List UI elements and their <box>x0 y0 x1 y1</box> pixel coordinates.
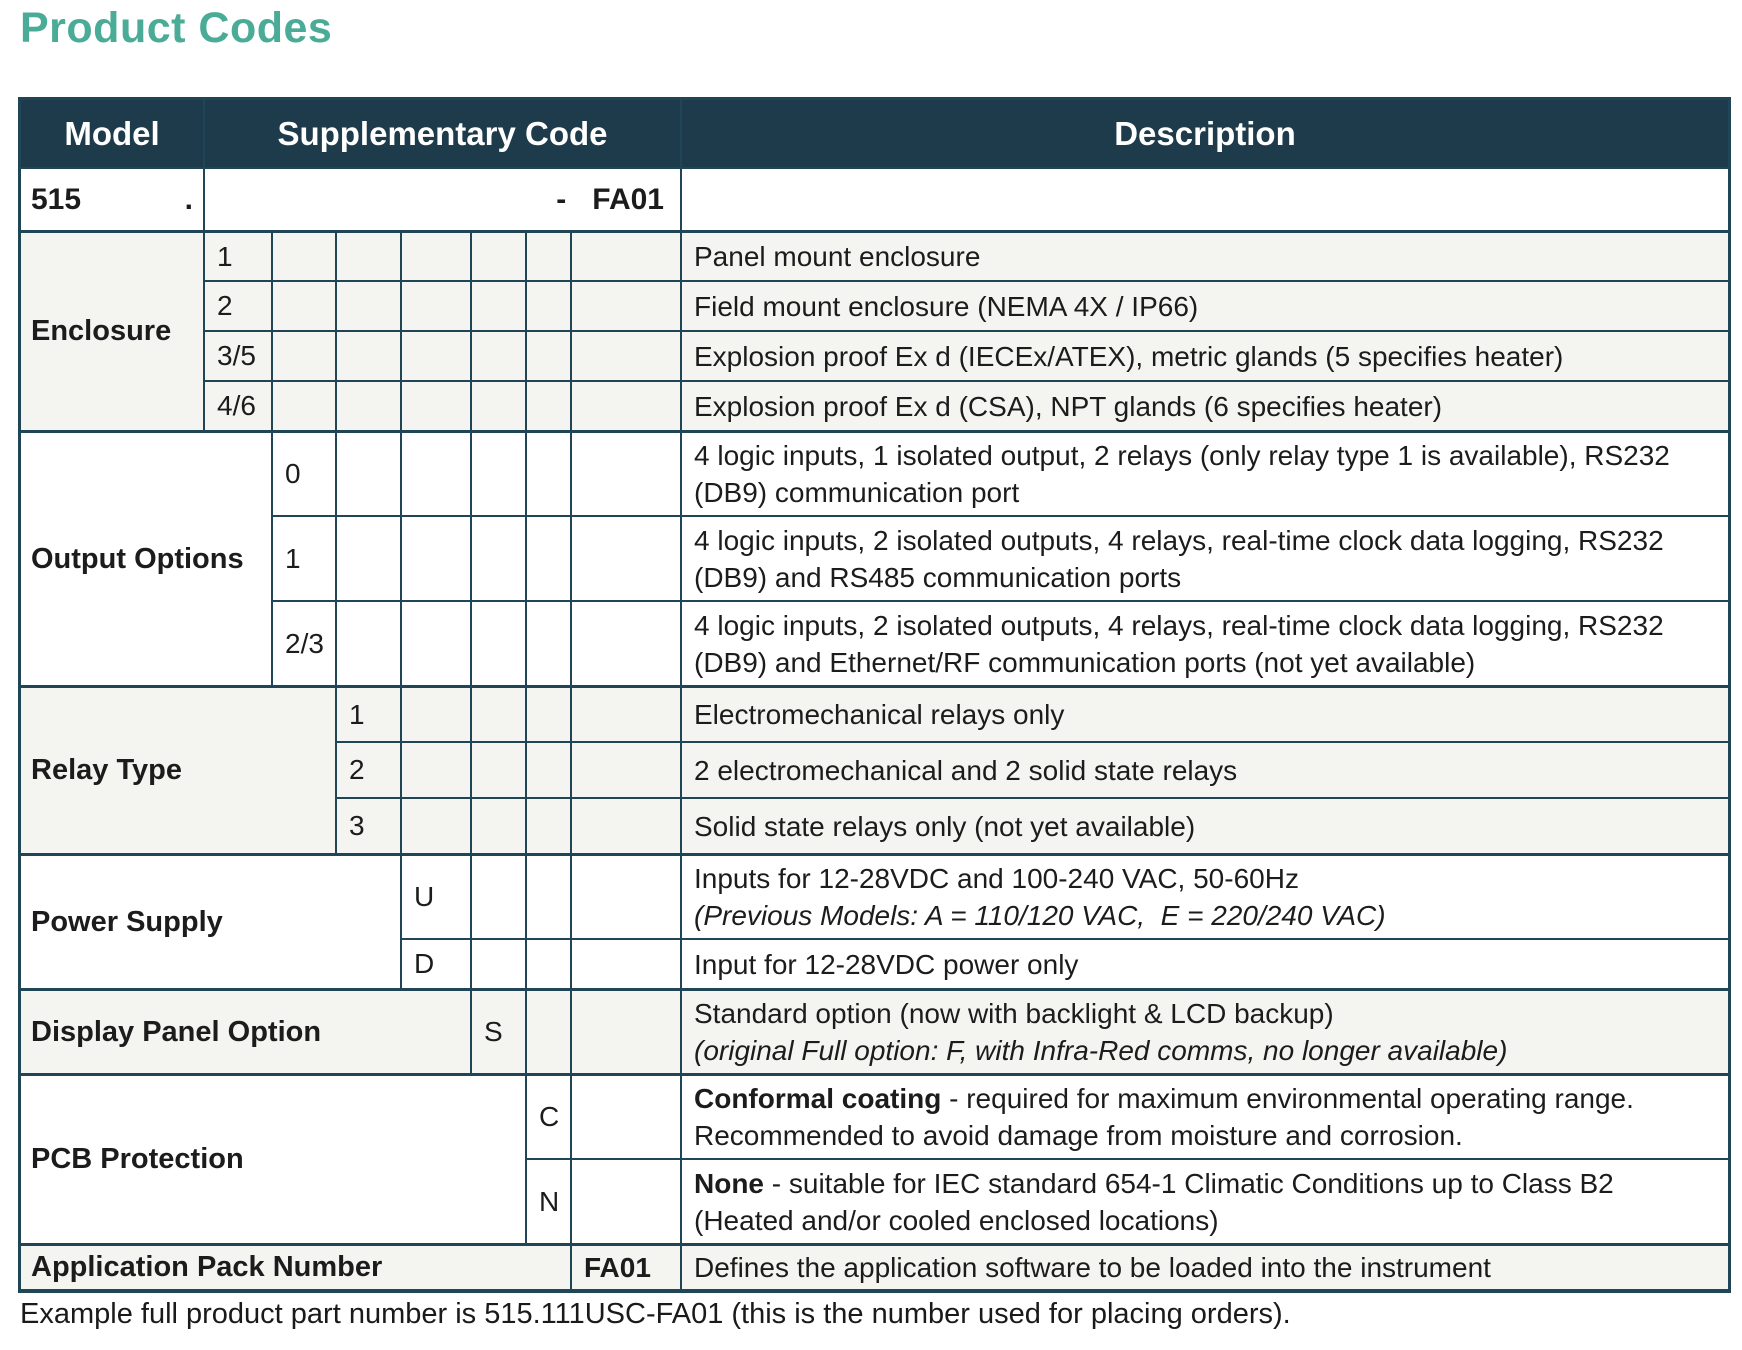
description-line: Electromechanical relays only <box>694 699 1065 730</box>
description-bold-lead: None <box>694 1167 764 1199</box>
empty-code-cell <box>400 600 470 685</box>
empty-code-cell <box>335 280 400 330</box>
description-line: (Previous Models: A = 110/120 VAC, E = 220/240 VAC) <box>694 900 1386 931</box>
model-number: 515 <box>31 182 82 216</box>
section-label-output-options: Output Options <box>21 430 271 685</box>
description-cell <box>680 230 1728 280</box>
description-cell <box>680 853 1728 938</box>
code-cell-pcb-protection-n: N <box>525 1158 570 1243</box>
description-line: (DB9) communication port <box>694 477 1020 508</box>
empty-code-cell <box>570 430 680 515</box>
description-line: Panel mount enclosure <box>694 241 981 272</box>
code-cell-output-options-1: 1 <box>271 515 335 600</box>
code-cell-relay-type-3: 3 <box>335 797 400 853</box>
description-line: (Heated and/or cooled enclosed locations) <box>694 1204 1219 1236</box>
description-line: 4 logic inputs, 1 isolated output, 2 relays (only relay type 1 is available), RS232 <box>694 440 1670 471</box>
description-cell <box>680 600 1728 685</box>
empty-code-cell <box>525 380 570 430</box>
empty-code-cell <box>470 797 525 853</box>
empty-code-cell <box>570 230 680 280</box>
description-cell <box>680 1243 1728 1289</box>
code-cell-relay-type-1: 1 <box>335 685 400 741</box>
empty-code-cell <box>470 685 525 741</box>
empty-code-cell <box>335 330 400 380</box>
description-text: - required for maximum environmental operating range. <box>941 1083 1634 1114</box>
empty-code-cell <box>570 938 680 988</box>
description-line: Standard option (now with backlight & LCD backup) <box>694 998 1334 1029</box>
empty-code-cell <box>525 230 570 280</box>
empty-code-cell <box>525 797 570 853</box>
description-cell <box>680 1073 1728 1158</box>
empty-code-cell <box>335 515 400 600</box>
model-dot-separator: . <box>184 182 193 216</box>
table-header-supplementary-code: Supplementary Code <box>203 100 680 167</box>
empty-code-cell <box>400 230 470 280</box>
product-codes-table <box>18 97 1731 1293</box>
code-cell-enclosure-3-5: 3/5 <box>203 330 271 380</box>
description-line: 4 logic inputs, 2 isolated outputs, 4 relays, real-time clock data logging, RS232 <box>694 609 1664 641</box>
code-cell-pcb-protection-c: C <box>525 1073 570 1158</box>
pack-code: FA01 <box>592 182 664 216</box>
description-line: Inputs for 12-28VDC and 100-240 VAC, 50-60Hz <box>694 863 1299 894</box>
empty-code-cell <box>400 515 470 600</box>
empty-code-cell <box>335 380 400 430</box>
description-bold-lead: Conformal coating <box>694 1083 942 1114</box>
section-label-display-panel-option: Display Panel Option <box>21 988 470 1073</box>
section-label-enclosure: Enclosure <box>21 230 203 430</box>
description-cell <box>680 938 1728 988</box>
description-line: (original Full option: F, with Infra-Red comms, no longer available) <box>694 1035 1508 1066</box>
empty-code-cell <box>525 430 570 515</box>
empty-code-cell <box>525 280 570 330</box>
description-line: Defines the application software to be loaded into the instrument <box>694 1252 1491 1283</box>
code-cell-display-panel-option-s: S <box>470 988 525 1073</box>
empty-code-cell <box>570 853 680 938</box>
empty-code-cell <box>570 600 680 685</box>
description-cell <box>680 280 1728 330</box>
empty-code-cell <box>470 600 525 685</box>
description-line: Input for 12-28VDC power only <box>694 948 1079 980</box>
empty-code-cell <box>525 330 570 380</box>
empty-code-cell <box>470 380 525 430</box>
description-line: Field mount enclosure (NEMA 4X / IP66) <box>694 290 1199 322</box>
empty-code-cell <box>570 741 680 797</box>
empty-code-cell <box>470 330 525 380</box>
code-cell-power-supply-d: D <box>400 938 470 988</box>
empty-code-cell <box>470 430 525 515</box>
empty-code-cell <box>525 515 570 600</box>
code-cell-relay-type-2: 2 <box>335 741 400 797</box>
code-cell-enclosure-4-6: 4/6 <box>203 380 271 430</box>
empty-code-cell <box>525 741 570 797</box>
empty-code-cell <box>470 938 525 988</box>
supplementary-code-cell <box>203 167 680 230</box>
description-cell <box>680 1158 1728 1243</box>
description-cell <box>680 797 1728 853</box>
model-row-description-cell <box>680 167 1728 230</box>
code-cell-enclosure-1: 1 <box>203 230 271 280</box>
description-line: 2 electromechanical and 2 solid state relays <box>694 754 1238 786</box>
code-cell-output-options-2-3: 2/3 <box>271 600 335 685</box>
empty-code-cell <box>470 230 525 280</box>
empty-code-cell <box>570 797 680 853</box>
empty-code-cell <box>525 988 570 1073</box>
empty-code-cell <box>570 685 680 741</box>
section-label-application-pack-number: Application Pack Number <box>21 1243 570 1289</box>
empty-code-cell <box>400 380 470 430</box>
empty-code-cell <box>570 380 680 430</box>
empty-code-cell <box>271 230 335 280</box>
empty-code-cell <box>400 280 470 330</box>
empty-code-cell <box>400 330 470 380</box>
code-cell-power-supply-u: U <box>400 853 470 938</box>
empty-code-cell <box>335 430 400 515</box>
empty-code-cell <box>271 280 335 330</box>
empty-code-cell <box>570 280 680 330</box>
empty-code-cell <box>570 1073 680 1158</box>
empty-code-cell <box>400 685 470 741</box>
empty-code-cell <box>570 515 680 600</box>
description-line: 4 logic inputs, 2 isolated outputs, 4 relays, real-time clock data logging, RS232 <box>694 524 1664 556</box>
example-part-number-note: Example full product part number is 515.111USC-FA01 (this is the number used for placing orders). <box>20 1298 1291 1330</box>
empty-code-cell <box>570 1158 680 1243</box>
description-cell <box>680 741 1728 797</box>
description-cell <box>680 380 1728 430</box>
empty-code-cell <box>470 741 525 797</box>
code-cell-output-options-0: 0 <box>271 430 335 515</box>
empty-code-cell <box>570 988 680 1073</box>
description-line <box>694 1080 1634 1117</box>
description-line: Solid state relays only (not yet available) <box>694 810 1196 842</box>
empty-code-cell <box>400 741 470 797</box>
description-line: Explosion proof Ex d (CSA), NPT glands (6 specifies heater) <box>694 390 1443 422</box>
section-label-relay-type: Relay Type <box>21 685 335 853</box>
code-cell-enclosure-2: 2 <box>203 280 271 330</box>
description-line: (DB9) and RS485 communication ports <box>694 561 1182 593</box>
empty-code-cell <box>525 853 570 938</box>
page-title: Product Codes <box>20 4 333 52</box>
empty-code-cell <box>335 230 400 280</box>
section-label-power-supply: Power Supply <box>21 853 400 988</box>
empty-code-cell <box>400 430 470 515</box>
model-number-cell <box>21 167 203 230</box>
empty-code-cell <box>470 280 525 330</box>
description-cell <box>680 430 1728 515</box>
code-cell-application-pack-number-fa01: FA01 <box>570 1243 680 1289</box>
description-cell <box>680 515 1728 600</box>
pack-dash-separator: - <box>556 182 567 216</box>
description-cell <box>680 330 1728 380</box>
description-line: (DB9) and Ethernet/RF communication ports (not yet available) <box>694 646 1476 678</box>
empty-code-cell <box>335 600 400 685</box>
description-cell <box>680 685 1728 741</box>
empty-code-cell <box>400 797 470 853</box>
empty-code-cell <box>525 938 570 988</box>
description-line <box>694 1165 1614 1202</box>
empty-code-cell <box>470 853 525 938</box>
description-text: - suitable for IEC standard 654-1 Climatic Conditions up to Class B2 <box>764 1167 1614 1199</box>
description-line: Explosion proof Ex d (IECEx/ATEX), metric glands (5 specifies heater) <box>694 340 1564 372</box>
description-line: Recommended to avoid damage from moisture and corrosion. <box>694 1120 1463 1151</box>
empty-code-cell <box>271 380 335 430</box>
table-header-description: Description <box>680 100 1728 167</box>
section-label-pcb-protection: PCB Protection <box>21 1073 525 1243</box>
empty-code-cell <box>470 515 525 600</box>
table-header-model: Model <box>21 100 203 167</box>
description-cell <box>680 988 1728 1073</box>
empty-code-cell <box>525 600 570 685</box>
empty-code-cell <box>570 330 680 380</box>
empty-code-cell <box>271 330 335 380</box>
empty-code-cell <box>525 685 570 741</box>
